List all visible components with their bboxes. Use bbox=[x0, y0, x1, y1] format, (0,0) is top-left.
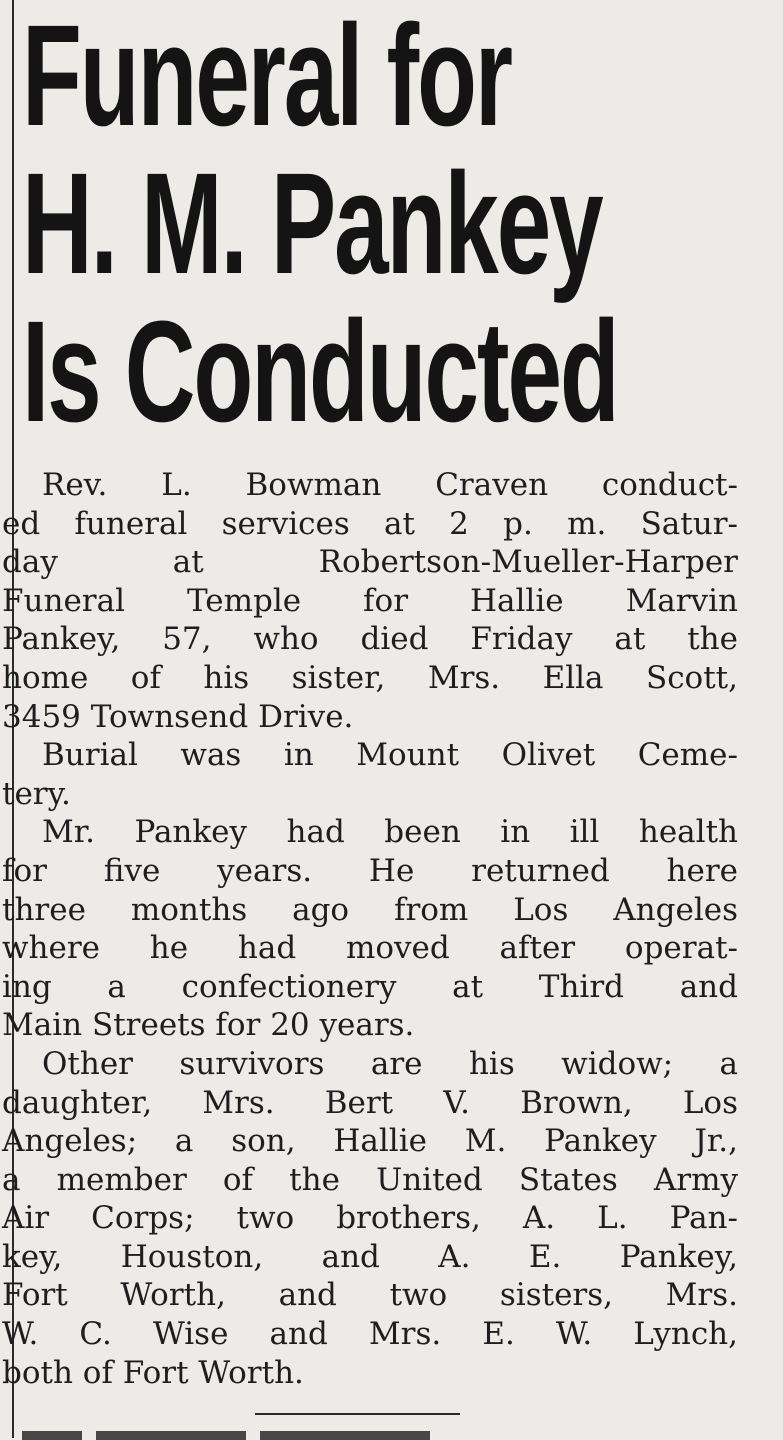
text-line: daughter, Mrs. Bert V. Brown, Los bbox=[2, 1084, 738, 1121]
text-line: day at Robertson-Mueller-Harper bbox=[2, 544, 738, 581]
text-line: Fort Worth, and two sisters, Mrs. bbox=[2, 1277, 738, 1314]
headline-line: H. M. Pankey bbox=[22, 143, 602, 304]
text-line: Mr. Pankey had been in ill health bbox=[42, 814, 738, 851]
text-line: three months ago from Los Angeles bbox=[2, 891, 738, 928]
cropped-next-headline bbox=[22, 1428, 762, 1440]
text-line: Pankey, 57, who died Friday at the bbox=[2, 621, 738, 658]
paragraph bbox=[2, 466, 738, 736]
text-line: key, Houston, and A. E. Pankey, bbox=[2, 1238, 738, 1275]
article-body bbox=[2, 466, 738, 1392]
text-line: home of his sister, Mrs. Ella Scott, bbox=[2, 659, 738, 696]
text-line: Burial was in Mount Olivet Ceme- bbox=[42, 737, 738, 774]
text-line: ed funeral services at 2 p. m. Satur- bbox=[2, 505, 738, 542]
text-line: both of Fort Worth. bbox=[2, 1354, 304, 1391]
text-line: W. C. Wise and Mrs. E. W. Lynch, bbox=[2, 1316, 738, 1353]
text-line: Rev. L. Bowman Craven conduct- bbox=[42, 467, 738, 503]
paragraph bbox=[2, 736, 738, 813]
text-line: 3459 Townsend Drive. bbox=[2, 698, 354, 735]
headline bbox=[22, 0, 763, 452]
text-line: where he had moved after operat- bbox=[2, 930, 738, 967]
text-line: Funeral Temple for Hallie Marvin bbox=[2, 582, 738, 619]
paragraph bbox=[2, 1045, 738, 1392]
text-line: Other survivors are his widow; a bbox=[42, 1045, 738, 1082]
headline-line: Is Conducted bbox=[22, 291, 618, 452]
text-line: tery. bbox=[2, 775, 71, 812]
cropped-text-fragment bbox=[96, 1431, 246, 1440]
article-divider bbox=[255, 1413, 460, 1415]
cropped-text-fragment bbox=[260, 1431, 430, 1440]
text-line: Air Corps; two brothers, A. L. Pan- bbox=[2, 1200, 738, 1237]
text-line: Angeles; a son, Hallie M. Pankey Jr., bbox=[2, 1123, 738, 1160]
paragraph bbox=[2, 813, 738, 1045]
text-line: a member of the United States Army bbox=[2, 1161, 738, 1198]
headline-line: Funeral for bbox=[22, 0, 511, 156]
text-line: ing a confectionery at Third and bbox=[2, 968, 738, 1005]
text-line: for five years. He returned here bbox=[2, 852, 738, 889]
cropped-text-fragment bbox=[22, 1431, 82, 1440]
news-article bbox=[22, 0, 762, 452]
text-line: Main Streets for 20 years. bbox=[2, 1007, 415, 1044]
